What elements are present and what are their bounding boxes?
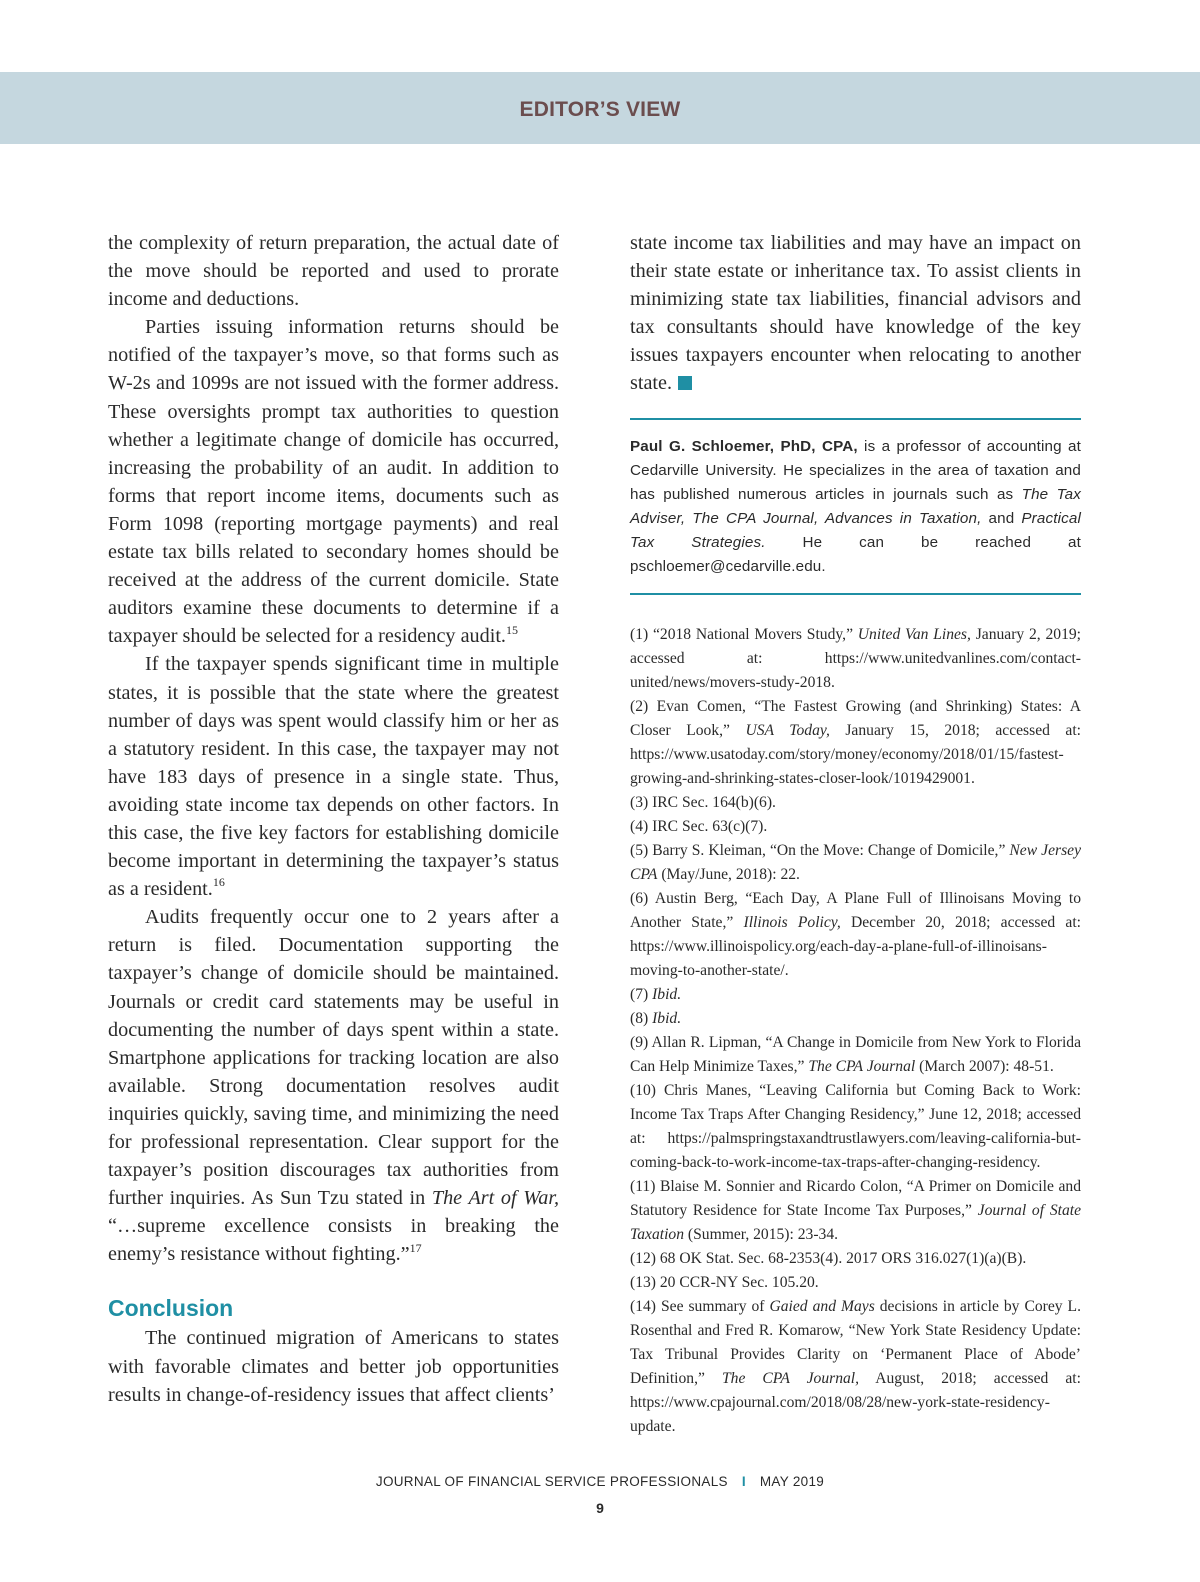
issue-date: MAY 2019 <box>759 1474 825 1489</box>
paragraph <box>108 650 559 903</box>
divider <box>630 418 1081 420</box>
endnotes <box>630 623 1081 1439</box>
note-source: The CPA Journal <box>808 1057 916 1075</box>
endnote <box>630 1175 1081 1247</box>
note-source: USA Today, <box>745 721 830 739</box>
conclusion-heading: Conclusion <box>108 1295 234 1322</box>
book-title: The Art of War, <box>431 1187 560 1210</box>
footer-separator: I <box>741 1474 746 1489</box>
bio-text: He can be reached at pschloemer@cedarville.edu. <box>630 533 1081 575</box>
note-text: (5) Barry S. Kleiman, “On the Move: Change of Domicile,” <box>630 841 1010 859</box>
journal-names: The Tax Adviser, The CPA Journal, Advances in Taxation, <box>630 485 1081 527</box>
note-source: Illinois Policy, <box>743 913 841 931</box>
endnote <box>630 1271 1081 1295</box>
bio-text: and <box>981 509 1022 527</box>
note-text: (6) Austin Berg, “Each Day, A Plane Full of Illinoisans Moving to Another State,” <box>630 889 1081 931</box>
page-number: 9 <box>596 1500 604 1516</box>
endnote <box>630 887 1081 983</box>
note-source: New Jersey CPA <box>630 841 1081 883</box>
note-text: August, 2018; accessed at: https://www.cpajournal.com/2018/08/28/new-york-state-residency-update. <box>630 1369 1081 1435</box>
endnote <box>630 695 1081 791</box>
paragraph-text: Audits frequently occur one to 2 years after a return is filed. Documentation supporting the taxpayer’s change of domicile should be maintained. Journals or credit card statements may be useful in documenting the number of days spent within a state. Smartphone applications for tracking location are also available. Strong documentation resolves audit inquiries quickly, saving time, and minimizing the need for professional representation. Clear support for the taxpayer’s position discourages tax authorities from further inquiries. As Sun Tzu stated in <box>108 906 559 1210</box>
bio-text: is a professor of accounting at Cedarville University. He specializes in the area of taxation and has published numerous articles in journals such as <box>630 437 1081 503</box>
section-banner <box>0 72 1200 144</box>
endnote <box>630 1247 1081 1271</box>
note-text: (3) IRC Sec. 164(b)(6). <box>630 793 776 811</box>
endnote <box>630 1295 1081 1439</box>
note-text: (2) Evan Comen, “The Fastest Growing (and Shrinking) States: A Closer Look,” <box>630 697 1081 739</box>
endnote <box>630 1007 1081 1031</box>
paragraph-text: The continued migration of Americans to states with favorable climates and better job opportunities results in change-of-residency issues that affect clients’ <box>108 1327 559 1406</box>
footnote-ref: 16 <box>212 875 225 890</box>
divider <box>630 593 1081 595</box>
paragraph <box>630 229 1081 398</box>
quote-text: “…supreme excellence consists in breaking the enemy’s resistance without fighting.” <box>108 1215 559 1266</box>
note-source: Ibid. <box>652 985 682 1003</box>
paragraph-text: state income tax liabilities and may have an impact on their state estate or inheritance tax. To assist clients in minimizing state tax liabilities, financial advisors and tax consultants should have knowledge of the key issues taxpayers encounter when relocating to another state. <box>630 232 1081 395</box>
paragraph-text: If the taxpayer spends significant time in multiple states, it is possible that the state where the greatest number of days was spent would classify him or her as a statutory resident. In this case, the taxpayer may not have 183 days of presence in a single state. Thus, avoiding state income tax depends on other factors. In this case, the five key factors for establishing domicile become important in determining the taxpayer’s status as a resident. <box>108 653 559 901</box>
endnote <box>630 815 1081 839</box>
footnote-ref: 17 <box>409 1240 422 1255</box>
note-text: (12) 68 OK Stat. Sec. 68-2353(4). 2017 ORS 316.027(1)(a)(B). <box>630 1249 1027 1267</box>
author-name: Paul G. Schloemer, PhD, CPA, <box>630 437 858 455</box>
note-text: (7) <box>630 985 653 1003</box>
note-text: (Summer, 2015): 23-34. <box>684 1225 839 1243</box>
note-source: Ibid. <box>652 1009 682 1027</box>
note-text: (10) Chris Manes, “Leaving California but Coming Back to Work: Income Tax Traps After Changing Residency,” June 12, 2018; accessed at: https://palmspringstaxandtrustlawyers.com/leaving-california-but-coming-back-to-work-income-tax-traps-after-changing-residency. <box>630 1081 1081 1171</box>
note-text: (4) IRC Sec. 63(c)(7). <box>630 817 768 835</box>
note-text: (8) <box>630 1009 653 1027</box>
paragraph <box>108 313 559 650</box>
endnote <box>630 983 1081 1007</box>
footnote-ref: 15 <box>505 622 518 637</box>
author-bio <box>630 435 1081 579</box>
endnote <box>630 1079 1081 1175</box>
right-column <box>630 229 1081 1439</box>
page-footer <box>0 1474 1200 1489</box>
note-text: (March 2007): 48-51. <box>915 1057 1054 1075</box>
note-text: (13) 20 CCR-NY Sec. 105.20. <box>630 1273 819 1291</box>
note-text: (11) Blaise M. Sonnier and Ricardo Colon, “A Primer on Domicile and Statutory Residence for State Income Tax Purposes,” <box>630 1177 1081 1219</box>
banner-title: EDITOR’S VIEW <box>519 98 681 121</box>
paragraph <box>108 229 559 313</box>
endnote <box>630 1031 1081 1079</box>
note-source: Gaied and Mays <box>769 1297 875 1315</box>
endnote <box>630 623 1081 695</box>
end-of-article-mark <box>678 376 692 390</box>
paragraph-text: the complexity of return preparation, the actual date of the move should be reported and used to prorate income and deductions. <box>108 232 559 311</box>
note-text: decisions in article by Corey L. Rosenthal and Fred R. Komarow, “New York State Residency Update: Tax Tribunal Provides Clarity on ‘Permanent Place of Abode’ Definition,” <box>630 1297 1081 1387</box>
paragraph <box>108 903 559 1268</box>
note-text: (9) Allan R. Lipman, “A Change in Domicile from New York to Florida Can Help Minimize Taxes,” <box>630 1033 1081 1075</box>
note-text: (14) See summary of <box>630 1297 770 1315</box>
note-source: The CPA Journal, <box>721 1369 860 1387</box>
note-text: (1) “2018 National Movers Study,” <box>630 625 858 643</box>
paragraph <box>108 1324 559 1408</box>
note-source: United Van Lines, <box>857 625 971 643</box>
note-text: January 2, 2019; accessed at: https://www.unitedvanlines.com/contact-united/news/movers-study-2018. <box>630 625 1081 691</box>
note-text: January 15, 2018; accessed at: https://www.usatoday.com/story/money/economy/2018/01/15/fastest-growing-and-shrinking-states-closer-look/1019429001. <box>630 721 1082 787</box>
paragraph-text: Parties issuing information returns should be notified of the taxpayer’s move, so that forms such as W-2s and 1099s are not issued with the former address. These oversights prompt tax authorities to question whether a legitimate change of domicile has occurred, increasing the probability of an audit. In addition to forms that report income items, documents such as Form 1098 (reporting mortgage payments) and real estate tax bills related to secondary homes should be received at the address of the current domicile. State auditors examine these documents to determine if a taxpayer should be selected for a residency audit. <box>108 316 559 648</box>
endnote <box>630 791 1081 815</box>
note-text: December 20, 2018; accessed at: https://www.illinoispolicy.org/each-day-a-plane-full-of-illinoisans-moving-to-another-state/. <box>630 913 1082 979</box>
left-column <box>108 229 559 1409</box>
note-text: (May/June, 2018): 22. <box>657 865 800 883</box>
note-source: Journal of State Taxation <box>630 1201 1081 1243</box>
endnote <box>630 839 1081 887</box>
journal-name: JOURNAL OF FINANCIAL SERVICE PROFESSIONALS <box>375 1474 728 1489</box>
journal-name: Practical Tax Strategies. <box>630 509 1081 551</box>
